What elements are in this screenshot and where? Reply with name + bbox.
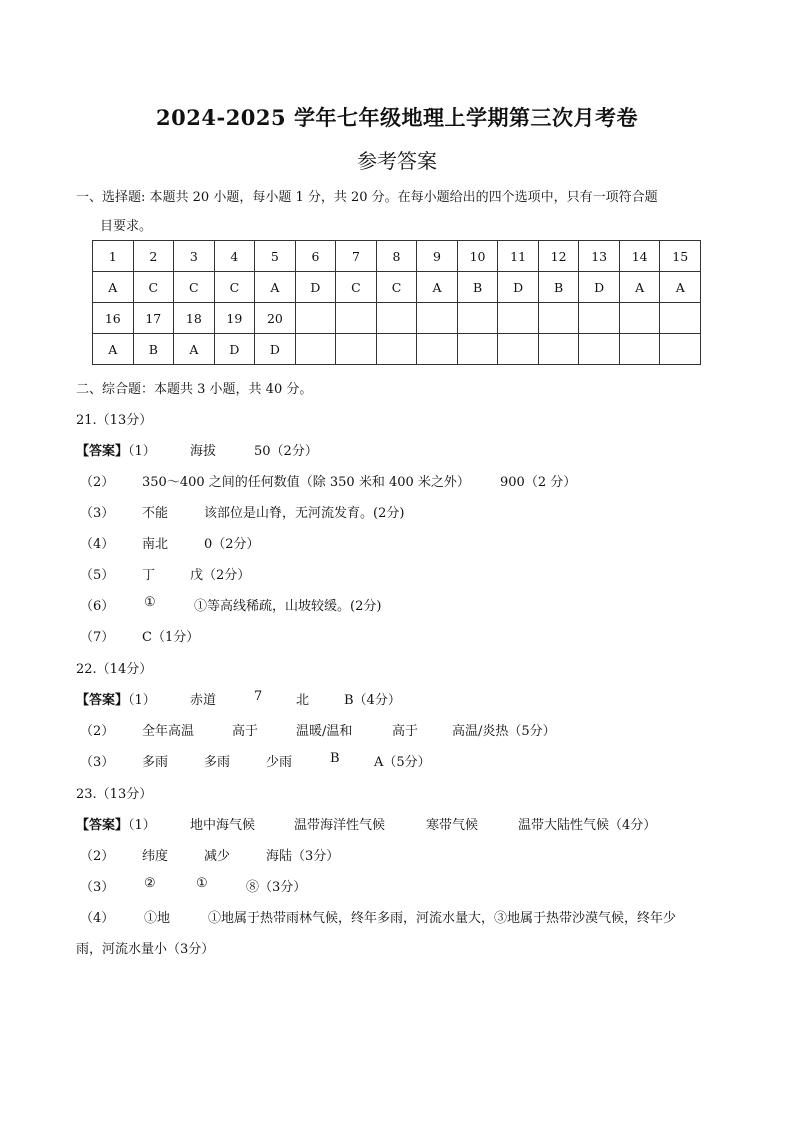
answer-table-row [93,334,701,365]
answer-choice-cell [619,334,660,365]
q21-part1: 【答案】（1） 海拔 50（2分） [76,444,318,459]
answer-number-cell: 7 [336,241,377,272]
answer-number-cell: 14 [619,241,660,272]
answer-choice-cell [457,334,498,365]
answer-choice-cell: C [133,272,174,303]
q21-part2: （2） 350～400 之间的任何数值（除 350 米和 400 米之外） 900（2 分） [80,475,577,490]
answer-choice-cell: D [255,334,296,365]
answer-number-cell [660,303,701,334]
q21-header: 21.（13分） [76,413,153,428]
answer-number-cell: 20 [255,303,296,334]
q23-part2: （2） 纬度 减少 海陆（3分） [80,849,340,864]
q22-part3: （3） 多雨 多雨 少雨 B A（5分） [80,751,431,770]
answer-number-cell: 16 [93,303,134,334]
answer-choice-cell: B [457,272,498,303]
q23-part4: （4） ①地 ①地属于热带雨林气候，终年多雨，河流水量大，③地属于热带沙漠气候，终年少 [80,911,677,926]
q22-part1: 【答案】（1） 赤道 7 北 B（4分） [76,689,401,708]
q23-header: 23.（13分） [76,787,153,802]
answer-choice-cell: A [619,272,660,303]
answer-choice-cell: D [214,334,255,365]
answer-number-cell: 6 [295,241,336,272]
answer-choice-cell: D [579,272,620,303]
answer-choice-cell [295,334,336,365]
page-subtitle: 参考答案 [357,149,437,173]
answer-choice-cell: A [93,334,134,365]
answer-table [92,240,701,365]
answer-number-cell [336,303,377,334]
answer-choice-cell: D [295,272,336,303]
answer-number-cell: 2 [133,241,174,272]
page-title: 2024-2025 学年七年级地理上学期第三次月考卷 [156,105,638,130]
answer-choice-cell: B [133,334,174,365]
q22-header: 22.（14分） [76,662,153,677]
answer-number-cell: 4 [214,241,255,272]
answer-number-cell: 11 [498,241,539,272]
section1-instructions-cont: 目要求。 [100,219,153,234]
answer-choice-cell: C [214,272,255,303]
answer-choice-cell [336,334,377,365]
answer-choice-cell: A [93,272,134,303]
answer-choice-cell: A [255,272,296,303]
q21-part5: （5） 丁 戊（2分） [80,568,251,583]
answer-number-cell [538,303,579,334]
q21-part3: （3） 不能 该部位是山脊，无河流发育。(2分) [80,506,405,521]
answer-choice-cell: C [174,272,215,303]
answer-number-cell [376,303,417,334]
answer-choice-cell: A [417,272,458,303]
answer-label: 【答案】 [76,693,129,708]
answer-number-cell: 17 [133,303,174,334]
answer-table-row [93,241,701,272]
answer-choice-cell [417,334,458,365]
answer-number-cell [417,303,458,334]
answer-number-cell: 18 [174,303,215,334]
answer-number-cell [457,303,498,334]
answer-number-cell [295,303,336,334]
answer-choice-cell [498,334,539,365]
answer-number-cell: 12 [538,241,579,272]
q21-part7: （7） C（1分） [80,630,200,645]
answer-choice-cell: D [498,272,539,303]
section2-heading: 二、综合题：本题共 3 小题，共 40 分。 [76,382,313,397]
answer-choice-cell [660,334,701,365]
answer-number-cell: 8 [376,241,417,272]
answer-label: 【答案】 [76,444,129,459]
q23-part3: （3） ② ① ⑧（3分） [80,876,307,895]
answer-number-cell: 3 [174,241,215,272]
answer-choice-cell [376,334,417,365]
answer-number-cell: 19 [214,303,255,334]
answer-choice-cell: C [376,272,417,303]
answer-choice-cell [538,334,579,365]
q21-part6: （6） ① ①等高线稀疏，山坡较缓。(2分) [80,595,382,614]
answer-choice-cell [579,334,620,365]
q23-part4-cont: 雨，河流水量小（3分） [76,942,215,957]
answer-label: 【答案】 [76,818,129,833]
answer-number-cell: 10 [457,241,498,272]
answer-number-cell: 9 [417,241,458,272]
answer-number-cell [579,303,620,334]
q22-part2: （2） 全年高温 高于 温暖/温和 高于 高温/炎热（5分） [80,724,556,739]
answer-table-row [93,272,701,303]
q21-part4: （4） 南北 0（2分） [80,537,260,552]
answer-number-cell: 1 [93,241,134,272]
answer-table-row [93,303,701,334]
answer-number-cell: 5 [255,241,296,272]
section1-instructions: 一、选择题: 本题共 20 小题，每小题 1 分，共 20 分。在每小题给出的四个选项中，只有一项符合题 [76,190,658,205]
answer-choice-cell: A [174,334,215,365]
answer-number-cell: 13 [579,241,620,272]
q23-part1: 【答案】（1） 地中海气候 温带海洋性气候 寒带气候 温带大陆性气候（4分） [76,818,657,833]
answer-choice-cell: A [660,272,701,303]
answer-number-cell: 15 [660,241,701,272]
answer-choice-cell: C [336,272,377,303]
answer-number-cell [498,303,539,334]
answer-number-cell [619,303,660,334]
answer-choice-cell: B [538,272,579,303]
